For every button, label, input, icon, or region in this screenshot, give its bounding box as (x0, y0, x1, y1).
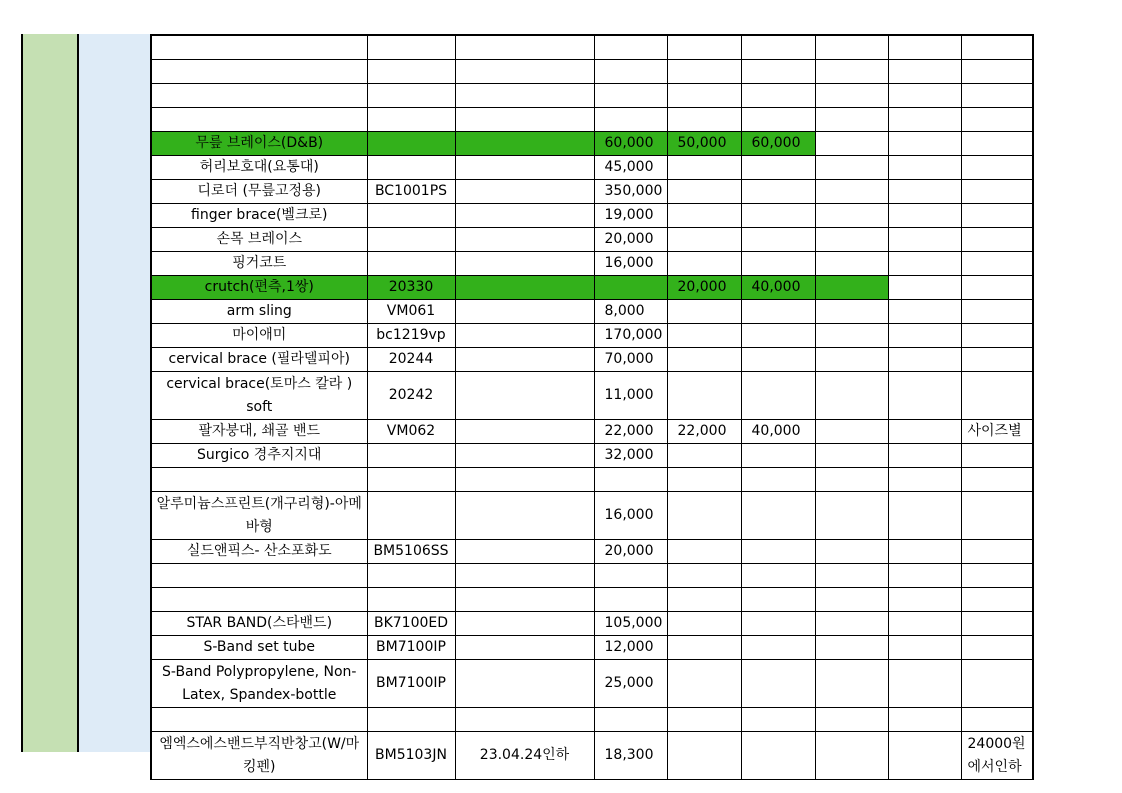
table-cell[interactable]: BM7100IP (367, 660, 455, 708)
table-cell[interactable] (961, 204, 1033, 228)
table-cell[interactable] (741, 444, 815, 468)
table-cell[interactable] (888, 324, 961, 348)
table-cell[interactable] (815, 708, 888, 732)
table-cell[interactable] (961, 84, 1033, 108)
table-cell[interactable] (367, 564, 455, 588)
table-cell[interactable] (815, 492, 888, 540)
table-cell[interactable] (455, 468, 594, 492)
table-cell[interactable]: arm sling (151, 300, 367, 324)
table-cell[interactable] (667, 372, 741, 420)
table-cell[interactable] (741, 540, 815, 564)
table-cell[interactable] (594, 468, 667, 492)
table-cell[interactable] (888, 420, 961, 444)
table-cell[interactable] (888, 468, 961, 492)
table-cell[interactable]: 60,000 (594, 132, 667, 156)
table-cell[interactable] (367, 228, 455, 252)
table-cell[interactable] (961, 228, 1033, 252)
table-cell[interactable]: crutch(편측,1쌍) (151, 276, 367, 300)
table-cell[interactable] (815, 300, 888, 324)
table-cell[interactable] (888, 564, 961, 588)
table-row (151, 84, 1033, 108)
table-cell[interactable] (741, 468, 815, 492)
table-cell[interactable]: 사이즈별 (961, 420, 1033, 444)
table-cell[interactable]: 20244 (367, 348, 455, 372)
table-row (151, 132, 1033, 156)
table-row (151, 348, 1033, 372)
table-cell[interactable] (961, 276, 1033, 300)
table-cell[interactable] (888, 35, 961, 60)
table-cell[interactable] (961, 468, 1033, 492)
table-cell[interactable] (151, 588, 367, 612)
table-cell[interactable]: finger brace(벨크로) (151, 204, 367, 228)
table-cell[interactable] (961, 444, 1033, 468)
table-cell[interactable] (815, 540, 888, 564)
table-row (151, 324, 1033, 348)
table-cell[interactable] (961, 588, 1033, 612)
table-cell[interactable] (367, 156, 455, 180)
table-cell[interactable] (367, 588, 455, 612)
table-cell[interactable] (741, 492, 815, 540)
table-cell[interactable]: 12,000 (594, 636, 667, 660)
table-cell[interactable]: 8,000 (594, 300, 667, 324)
table-cell[interactable] (667, 348, 741, 372)
table-cell[interactable]: 25,000 (594, 660, 667, 708)
table-cell[interactable] (815, 420, 888, 444)
table-cell[interactable] (741, 300, 815, 324)
table-row (151, 35, 1033, 60)
table-cell[interactable] (741, 156, 815, 180)
table-cell[interactable]: 엠엑스에스밴드부직반창고(W/마킹펜) (151, 732, 367, 780)
table-cell[interactable] (594, 564, 667, 588)
table-cell[interactable] (594, 276, 667, 300)
table-cell[interactable] (151, 468, 367, 492)
table-cell[interactable] (455, 84, 594, 108)
table-cell[interactable]: 20242 (367, 372, 455, 420)
table-cell[interactable] (367, 60, 455, 84)
table-cell[interactable] (741, 35, 815, 60)
table-cell[interactable] (815, 588, 888, 612)
table-cell[interactable]: 60,000 (741, 132, 815, 156)
table-cell[interactable]: 허리보호대(요통대) (151, 156, 367, 180)
table-row (151, 180, 1033, 204)
table-cell[interactable] (667, 660, 741, 708)
table-cell[interactable] (151, 564, 367, 588)
table-cell[interactable]: 170,000 (594, 324, 667, 348)
table-row (151, 732, 1033, 780)
table-row (151, 372, 1033, 420)
table-cell[interactable]: 32,000 (594, 444, 667, 468)
table-row (151, 420, 1033, 444)
table-cell[interactable]: 22,000 (667, 420, 741, 444)
table-cell[interactable] (367, 252, 455, 276)
table-cell[interactable]: cervical brace (필라델피아) (151, 348, 367, 372)
table-cell[interactable]: 16,000 (594, 492, 667, 540)
table-cell[interactable] (455, 132, 594, 156)
table-cell[interactable] (151, 35, 367, 60)
table-cell[interactable]: 손목 브레이스 (151, 228, 367, 252)
table-row (151, 444, 1033, 468)
table-row (151, 276, 1033, 300)
table-cell[interactable]: BM7100IP (367, 636, 455, 660)
table-cell[interactable] (961, 108, 1033, 132)
table-cell[interactable] (367, 204, 455, 228)
table-cell[interactable] (741, 348, 815, 372)
table-cell[interactable] (667, 60, 741, 84)
table-cell[interactable]: VM061 (367, 300, 455, 324)
product-price-table (150, 34, 1034, 780)
table-row (151, 108, 1033, 132)
table-cell[interactable] (667, 612, 741, 636)
table-row (151, 564, 1033, 588)
table-cell[interactable] (815, 564, 888, 588)
table-cell[interactable] (815, 132, 888, 156)
table-cell[interactable] (741, 660, 815, 708)
table-cell[interactable] (455, 108, 594, 132)
table-cell[interactable] (667, 468, 741, 492)
table-cell[interactable] (455, 348, 594, 372)
table-row (151, 588, 1033, 612)
table-cell[interactable] (594, 84, 667, 108)
table-cell[interactable] (741, 204, 815, 228)
table-cell[interactable] (888, 636, 961, 660)
table-cell[interactable] (961, 372, 1033, 420)
table-cell[interactable]: 23.04.24인하 (455, 732, 594, 780)
table-row (151, 228, 1033, 252)
table-cell[interactable] (367, 708, 455, 732)
table-cell[interactable] (594, 60, 667, 84)
table-row (151, 468, 1033, 492)
table-cell[interactable]: S-Band set tube (151, 636, 367, 660)
table-row (151, 540, 1033, 564)
table-cell[interactable] (888, 588, 961, 612)
table-row (151, 156, 1033, 180)
table-cell[interactable]: STAR BAND(스타밴드) (151, 612, 367, 636)
table-cell[interactable] (151, 84, 367, 108)
table-row (151, 660, 1033, 708)
table-cell[interactable] (667, 636, 741, 660)
table-cell[interactable] (888, 348, 961, 372)
table-cell[interactable] (815, 156, 888, 180)
table-cell[interactable]: 20,000 (667, 276, 741, 300)
table-cell[interactable] (741, 732, 815, 780)
table-cell[interactable] (741, 180, 815, 204)
table-cell[interactable] (961, 612, 1033, 636)
table-cell[interactable] (888, 372, 961, 420)
table-cell[interactable]: BM5103JN (367, 732, 455, 780)
table-cell[interactable] (961, 348, 1033, 372)
table-cell[interactable]: bc1219vp (367, 324, 455, 348)
table-cell[interactable] (888, 84, 961, 108)
table-cell[interactable] (455, 444, 594, 468)
table-cell[interactable]: 22,000 (594, 420, 667, 444)
table-cell[interactable] (594, 708, 667, 732)
table-cell[interactable] (455, 540, 594, 564)
table-cell[interactable] (667, 180, 741, 204)
table-cell[interactable] (455, 204, 594, 228)
table-cell[interactable] (741, 60, 815, 84)
table-cell[interactable]: 20,000 (594, 228, 667, 252)
table-row (151, 60, 1033, 84)
table-cell[interactable] (667, 588, 741, 612)
table-cell[interactable] (815, 732, 888, 780)
table-cell[interactable] (741, 636, 815, 660)
table-cell[interactable] (815, 468, 888, 492)
table-cell[interactable] (667, 540, 741, 564)
table-cell[interactable] (961, 252, 1033, 276)
table-cell[interactable]: 24000원에서인하 (961, 732, 1033, 780)
table-cell[interactable] (741, 588, 815, 612)
table-cell[interactable] (667, 300, 741, 324)
table-cell[interactable] (815, 35, 888, 60)
table-cell[interactable] (455, 180, 594, 204)
table-cell[interactable] (151, 60, 367, 84)
table-row (151, 708, 1033, 732)
table-cell[interactable]: 20330 (367, 276, 455, 300)
table-cell[interactable] (741, 84, 815, 108)
table-cell[interactable] (815, 612, 888, 636)
table-cell[interactable] (667, 84, 741, 108)
table-cell[interactable] (961, 35, 1033, 60)
table-cell[interactable] (741, 108, 815, 132)
table-cell[interactable] (815, 444, 888, 468)
table-cell[interactable] (961, 636, 1033, 660)
table-cell[interactable] (367, 84, 455, 108)
table-cell[interactable] (888, 252, 961, 276)
left-blue-column (79, 34, 150, 752)
table-cell[interactable] (367, 35, 455, 60)
table-cell[interactable] (455, 564, 594, 588)
table-cell[interactable] (667, 324, 741, 348)
table-cell[interactable] (741, 252, 815, 276)
table-cell[interactable] (741, 708, 815, 732)
table-cell[interactable] (667, 564, 741, 588)
table-cell[interactable] (888, 180, 961, 204)
table-cell[interactable]: cervical brace(토마스 칼라 ) soft (151, 372, 367, 420)
table-cell[interactable] (455, 372, 594, 420)
table-cell[interactable]: 핑거코트 (151, 252, 367, 276)
table-cell[interactable] (888, 132, 961, 156)
table-cell[interactable]: BC1001PS (367, 180, 455, 204)
table-cell[interactable] (815, 276, 888, 300)
table-cell[interactable] (961, 132, 1033, 156)
table-cell[interactable] (455, 35, 594, 60)
table-cell[interactable] (815, 660, 888, 708)
table-cell[interactable] (815, 372, 888, 420)
table-cell[interactable] (741, 564, 815, 588)
table-cell[interactable]: 마이애미 (151, 324, 367, 348)
table-cell[interactable]: 19,000 (594, 204, 667, 228)
table-cell[interactable] (455, 660, 594, 708)
table-cell[interactable]: 40,000 (741, 276, 815, 300)
table-cell[interactable] (815, 60, 888, 84)
table-cell[interactable] (667, 492, 741, 540)
table-cell[interactable] (815, 228, 888, 252)
table-cell[interactable] (961, 564, 1033, 588)
table-row (151, 492, 1033, 540)
table-cell[interactable] (667, 228, 741, 252)
table-cell[interactable] (667, 708, 741, 732)
table-cell[interactable] (594, 588, 667, 612)
table-cell[interactable] (961, 540, 1033, 564)
table-cell[interactable] (888, 300, 961, 324)
table-row (151, 636, 1033, 660)
table-cell[interactable]: 16,000 (594, 252, 667, 276)
table-cell[interactable]: BM5106SS (367, 540, 455, 564)
table-cell[interactable] (888, 108, 961, 132)
table-cell[interactable] (888, 60, 961, 84)
table-cell[interactable] (741, 324, 815, 348)
table-cell[interactable]: 70,000 (594, 348, 667, 372)
table-cell[interactable] (888, 612, 961, 636)
table-cell[interactable] (667, 35, 741, 60)
table-cell[interactable]: 350,000 (594, 180, 667, 204)
table-cell[interactable] (815, 324, 888, 348)
table-cell[interactable] (367, 468, 455, 492)
table-cell[interactable] (961, 300, 1033, 324)
table-cell[interactable] (667, 108, 741, 132)
table-cell[interactable] (667, 204, 741, 228)
table-cell[interactable] (455, 228, 594, 252)
table-row (151, 204, 1033, 228)
table-row (151, 612, 1033, 636)
table-cell[interactable]: VM062 (367, 420, 455, 444)
table-cell[interactable] (888, 204, 961, 228)
table-cell[interactable]: 105,000 (594, 612, 667, 636)
table-cell[interactable] (815, 204, 888, 228)
table-cell[interactable] (961, 708, 1033, 732)
table-cell[interactable] (888, 228, 961, 252)
table-cell[interactable] (667, 732, 741, 780)
table-cell[interactable]: 알루미늄스프린트(개구리형)-아메바형 (151, 492, 367, 540)
table-cell[interactable] (815, 84, 888, 108)
table-cell[interactable] (455, 300, 594, 324)
table-cell[interactable] (815, 348, 888, 372)
table-cell[interactable] (594, 35, 667, 60)
table-cell[interactable] (151, 708, 367, 732)
table-cell[interactable] (455, 420, 594, 444)
table-cell[interactable]: 실드앤픽스- 산소포화도 (151, 540, 367, 564)
table-cell[interactable] (455, 708, 594, 732)
table-cell[interactable] (367, 444, 455, 468)
table-row (151, 300, 1033, 324)
table-cell[interactable]: S-Band Polypropylene, Non-Latex, Spandex-bottle (151, 660, 367, 708)
table-cell[interactable] (455, 252, 594, 276)
table-cell[interactable]: 11,000 (594, 372, 667, 420)
table-cell[interactable] (455, 276, 594, 300)
table-cell[interactable] (888, 708, 961, 732)
table-cell[interactable] (961, 324, 1033, 348)
table-cell[interactable] (888, 276, 961, 300)
table-cell[interactable] (815, 252, 888, 276)
table-cell[interactable] (815, 108, 888, 132)
gridline (77, 34, 79, 752)
table-cell[interactable] (888, 156, 961, 180)
table-row (151, 252, 1033, 276)
table-cell[interactable] (455, 60, 594, 84)
table-cell[interactable] (888, 444, 961, 468)
table-cell[interactable]: BK7100ED (367, 612, 455, 636)
table-cell[interactable] (367, 108, 455, 132)
table-cell[interactable] (667, 156, 741, 180)
table-cell[interactable] (367, 132, 455, 156)
table-cell[interactable] (888, 660, 961, 708)
table-cell[interactable] (961, 156, 1033, 180)
table-cell[interactable] (455, 612, 594, 636)
table-cell[interactable] (961, 60, 1033, 84)
table-cell[interactable] (455, 588, 594, 612)
table-cell[interactable] (815, 636, 888, 660)
table-cell[interactable] (455, 636, 594, 660)
table-cell[interactable]: 18,300 (594, 732, 667, 780)
table-cell[interactable] (961, 660, 1033, 708)
table-cell[interactable] (594, 108, 667, 132)
table-cell[interactable]: 40,000 (741, 420, 815, 444)
left-green-column (21, 34, 77, 752)
table-cell[interactable]: 50,000 (667, 132, 741, 156)
table-cell[interactable]: 20,000 (594, 540, 667, 564)
table-cell[interactable] (667, 444, 741, 468)
table-cell[interactable] (888, 492, 961, 540)
table-cell[interactable] (741, 372, 815, 420)
table-cell[interactable] (888, 732, 961, 780)
table-cell[interactable] (455, 492, 594, 540)
table-cell[interactable]: 팔자붕대, 쇄골 밴드 (151, 420, 367, 444)
table-cell[interactable] (151, 108, 367, 132)
table-cell[interactable] (741, 228, 815, 252)
table-cell[interactable] (961, 180, 1033, 204)
table-cell[interactable] (667, 252, 741, 276)
table-cell[interactable]: Surgico 경추지지대 (151, 444, 367, 468)
gridline (21, 34, 23, 752)
table-cell[interactable] (455, 324, 594, 348)
table-cell[interactable]: 45,000 (594, 156, 667, 180)
table-cell[interactable] (741, 612, 815, 636)
table-cell[interactable]: 디로더 (무릎고정용) (151, 180, 367, 204)
table-cell[interactable] (815, 180, 888, 204)
table-cell[interactable] (367, 492, 455, 540)
table-cell[interactable] (961, 492, 1033, 540)
table-cell[interactable] (888, 540, 961, 564)
table-cell[interactable]: 무릎 브레이스(D&B) (151, 132, 367, 156)
table-cell[interactable] (455, 156, 594, 180)
